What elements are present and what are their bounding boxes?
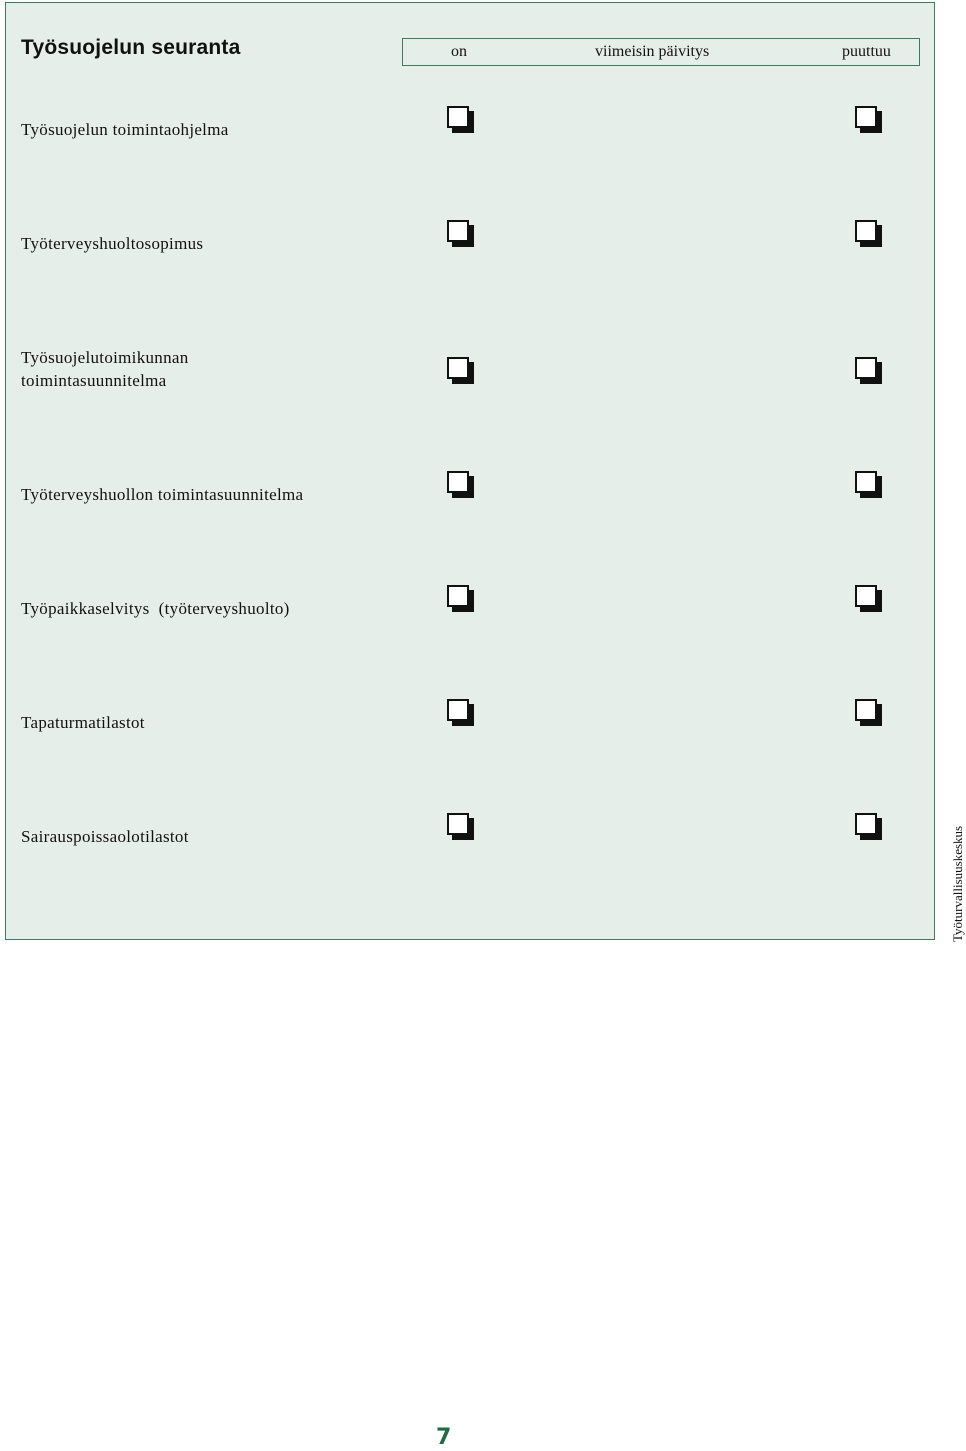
checkbox-missing-accident-statistics[interactable] bbox=[855, 699, 881, 725]
checkbox-on-workplace-survey[interactable] bbox=[447, 585, 473, 611]
row-label-line: Työterveyshuoltosopimus bbox=[21, 234, 204, 253]
form-title: Työsuojelun seuranta bbox=[21, 36, 241, 59]
row-label-sick-leave-statistics bbox=[21, 825, 189, 848]
page-number: 7 bbox=[436, 1425, 452, 1450]
row-label-workplace-survey bbox=[21, 597, 290, 620]
checkbox-missing-safety-program[interactable] bbox=[855, 106, 881, 132]
row-label-safety-program bbox=[21, 118, 229, 141]
row-label-health-care-agreement bbox=[21, 232, 203, 255]
checkbox-on-sick-leave-statistics[interactable] bbox=[447, 813, 473, 839]
row-label-line: Työpaikkaselvitys (työterveyshuolto) bbox=[21, 599, 290, 618]
publisher-credit: Työturvallisuuskeskus bbox=[950, 825, 965, 942]
row-label-line: Sairauspoissaolotilastot bbox=[21, 827, 189, 846]
checkbox-on-safety-program[interactable] bbox=[447, 106, 473, 132]
row-label-line: toimintasuunnitelma bbox=[21, 371, 167, 390]
checkbox-on-health-care-agreement[interactable] bbox=[447, 220, 473, 246]
column-header-box bbox=[402, 38, 920, 66]
checkbox-missing-health-care-plan[interactable] bbox=[855, 471, 881, 497]
row-label-committee-plan bbox=[21, 346, 189, 392]
column-header-missing: puuttuu bbox=[842, 43, 891, 60]
checkbox-missing-committee-plan[interactable] bbox=[855, 357, 881, 383]
row-label-line: Työsuojelutoimikunnan bbox=[21, 348, 189, 367]
column-header-on: on bbox=[451, 43, 467, 60]
row-label-line: Työsuojelun toimintaohjelma bbox=[21, 120, 229, 139]
checkbox-on-committee-plan[interactable] bbox=[447, 357, 473, 383]
checkbox-missing-workplace-survey[interactable] bbox=[855, 585, 881, 611]
checkbox-missing-sick-leave-statistics[interactable] bbox=[855, 813, 881, 839]
row-label-line: Tapaturmatilastot bbox=[21, 713, 145, 732]
row-label-accident-statistics bbox=[21, 711, 145, 734]
row-label-health-care-plan bbox=[21, 483, 303, 506]
column-header-last-update: viimeisin päivitys bbox=[595, 43, 710, 60]
checkbox-missing-health-care-agreement[interactable] bbox=[855, 220, 881, 246]
row-label-line: Työterveyshuollon toimintasuunnitelma bbox=[21, 485, 304, 504]
checkbox-on-accident-statistics[interactable] bbox=[447, 699, 473, 725]
checkbox-on-health-care-plan[interactable] bbox=[447, 471, 473, 497]
